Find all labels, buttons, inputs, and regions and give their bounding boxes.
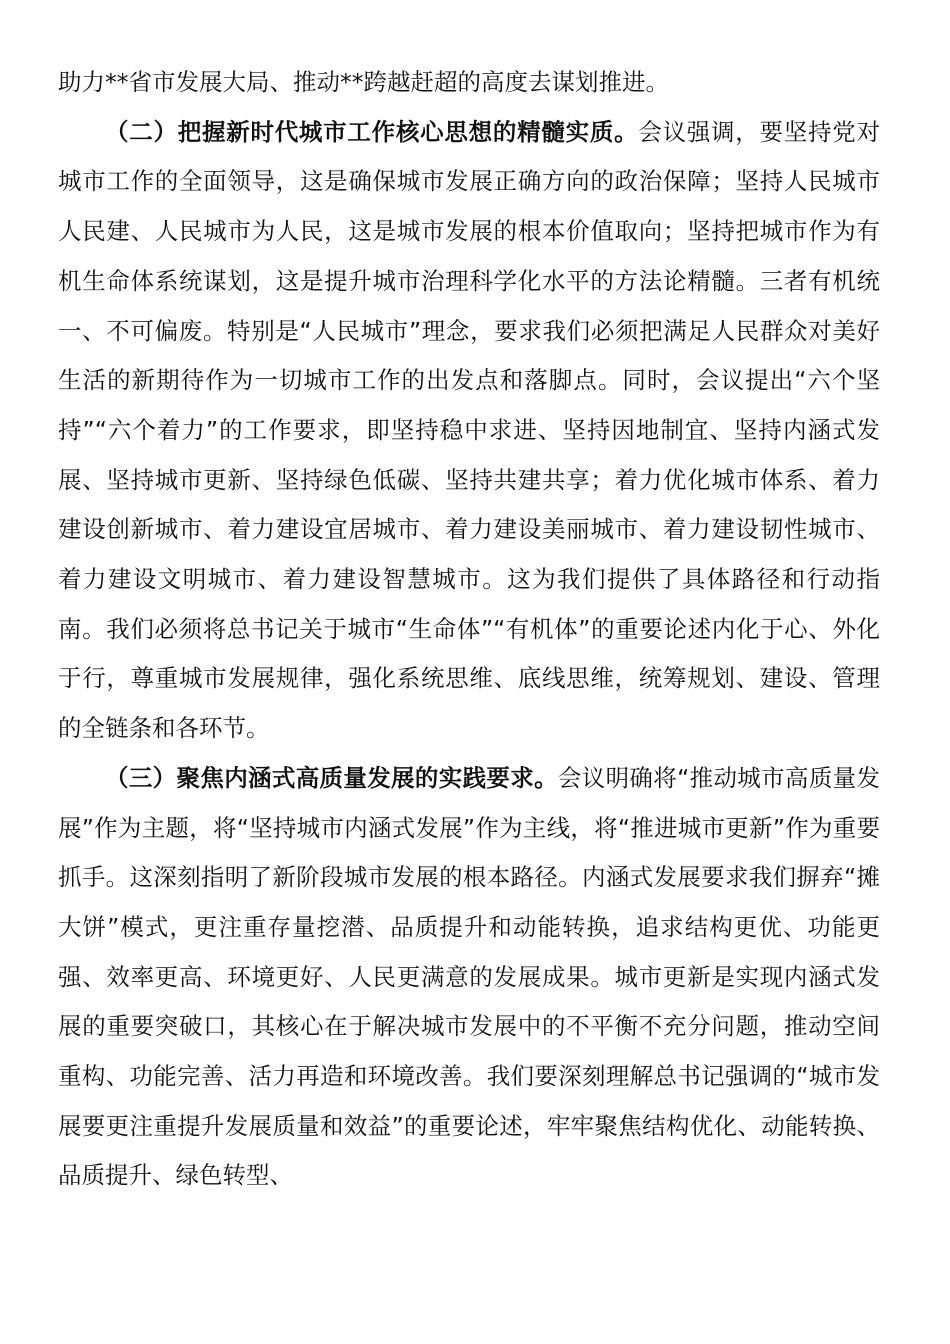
document-page bbox=[58, 58, 880, 1201]
section-3-heading: （三）聚焦内涵式高质量发展的实践要求。 bbox=[105, 763, 558, 792]
paragraph-1-text: 助力**省市发展大局、推动**跨越赶超的高度去谋划推进。 bbox=[58, 68, 669, 96]
section-2-body: 会议强调，要坚持党对城市工作的全面领导，这是确保城市发展正确方向的政治保障；坚持人民城市人民建、人民城市为人民，这是城市发展的根本价值取向；坚持把城市作为有机生命体系统谋划，这是提升城市治理科学化水平的方法论精髓。三者有机统一、不可偏废。特别是“人民城市”理念，要求我们必须把满足人民群众对美好生活的新期待作为一切城市工作的出发点和落脚点。同时，会议提出“六个坚持”“六个着力”的工作要求，即坚持稳中求进、坚持因地制宜、坚持内涵式发展、坚持城市更新、坚持绿色低碳、坚持共建共享；着力优化城市体系、着力建设创新城市、着力建设宜居城市、着力建设美丽城市、着力建设韧性城市、着力建设文明城市、着力建设智慧城市。这为我们提供了具体路径和行动指南。我们必须将总书记关于城市“生命体”“有机体”的重要论述内化于心、外化于行，尊重城市发展规律，强化系统思维、底线思维，统筹规划、建设、管理的全链条和各环节。 bbox=[58, 117, 881, 743]
section-3-body: 会议明确将“推动城市高质量发展”作为主题，将“坚持城市内涵式发展”作为主线，将“推进城市更新”作为重要抓手。这深刻指明了新阶段城市发展的根本路径。内涵式发展要求我们摒弃“摊大饼”模式，更注重存量挖潜、品质提升和动能转换，追求结构更优、功能更强、效率更高、环境更好、人民更满意的发展成果。城市更新是实现内涵式发展的重要突破口，其核心在于解决城市发展中的不平衡不充分问题，推动空间重构、功能完善、活力再造和环境改善。我们要深刻理解总书记强调的“城市发展要更注重提升发展质量和效益”的重要论述，牢牢聚焦结构优化、动能转换、品质提升、绿色转型、 bbox=[58, 763, 880, 1190]
section-2-heading: （二）把握新时代城市工作核心思想的精髓实质。 bbox=[105, 117, 639, 146]
paragraph-section-2 bbox=[58, 108, 880, 754]
paragraph-continuation bbox=[58, 58, 880, 108]
paragraph-section-3 bbox=[58, 754, 880, 1201]
